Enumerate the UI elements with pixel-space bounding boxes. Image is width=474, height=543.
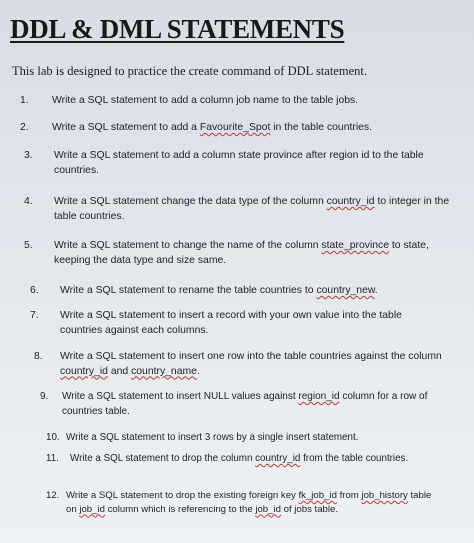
question-text: Write a SQL statement to insert a record with your own value into the table countries against each columns. — [60, 310, 402, 336]
question-number: 2. — [20, 122, 29, 133]
question-12 — [46, 489, 438, 516]
question-3 — [24, 149, 460, 178]
question-4 — [24, 195, 458, 224]
question-9 — [40, 390, 440, 419]
question-2 — [20, 121, 460, 136]
question-text: Write a SQL statement change the data type of the column country_id to integer in the table countries. — [54, 196, 450, 222]
question-number: 9. — [40, 391, 49, 402]
question-5 — [24, 239, 454, 268]
question-7 — [30, 309, 440, 338]
question-text: Write a SQL statement to add a column state province after region id to the table countries. — [54, 150, 424, 176]
question-11 — [46, 452, 436, 467]
question-1 — [20, 94, 460, 109]
page-title: DDL & DML STATEMENTS — [10, 14, 345, 44]
question-text: Write a SQL statement to drop the existing foreign key fk_job_id from job_history table on job_id column which is referencing to the job_id of jobs table. — [66, 490, 432, 515]
question-number: 11. — [46, 453, 59, 464]
question-number: 5. — [24, 240, 33, 251]
question-text: Write a SQL statement to insert NULL values against region_id column for a row of countries table. — [62, 391, 428, 417]
question-number: 8. — [34, 351, 43, 362]
question-number: 7. — [30, 310, 39, 321]
question-number: 3. — [24, 150, 33, 161]
question-6 — [30, 284, 450, 299]
question-text: Write a SQL statement to insert one row into the table countries against the column country_id and country_name. — [60, 351, 442, 377]
question-text: Write a SQL statement to add a column job name to the table jobs. — [52, 95, 359, 106]
question-text: Write a SQL statement to rename the table countries to country_new. — [60, 285, 378, 296]
question-8 — [34, 350, 444, 379]
question-number: 10. — [46, 432, 60, 443]
question-text: Write a SQL statement to add a Favourite_Spot in the table countries. — [52, 122, 372, 133]
intro-text: This lab is designed to practice the create command of DDL statement. — [12, 64, 367, 78]
question-text: Write a SQL statement to insert 3 rows by a single insert statement. — [66, 432, 359, 443]
question-text: Write a SQL statement to drop the column country_id from the table countries. — [70, 453, 409, 464]
question-text: Write a SQL statement to change the name of the column state_province to state, keeping the data type and size same. — [54, 240, 429, 266]
question-number: 1. — [20, 95, 29, 106]
question-number: 6. — [30, 285, 39, 296]
question-number: 4. — [24, 196, 33, 207]
question-10 — [46, 431, 446, 446]
question-number: 12. — [46, 490, 60, 501]
